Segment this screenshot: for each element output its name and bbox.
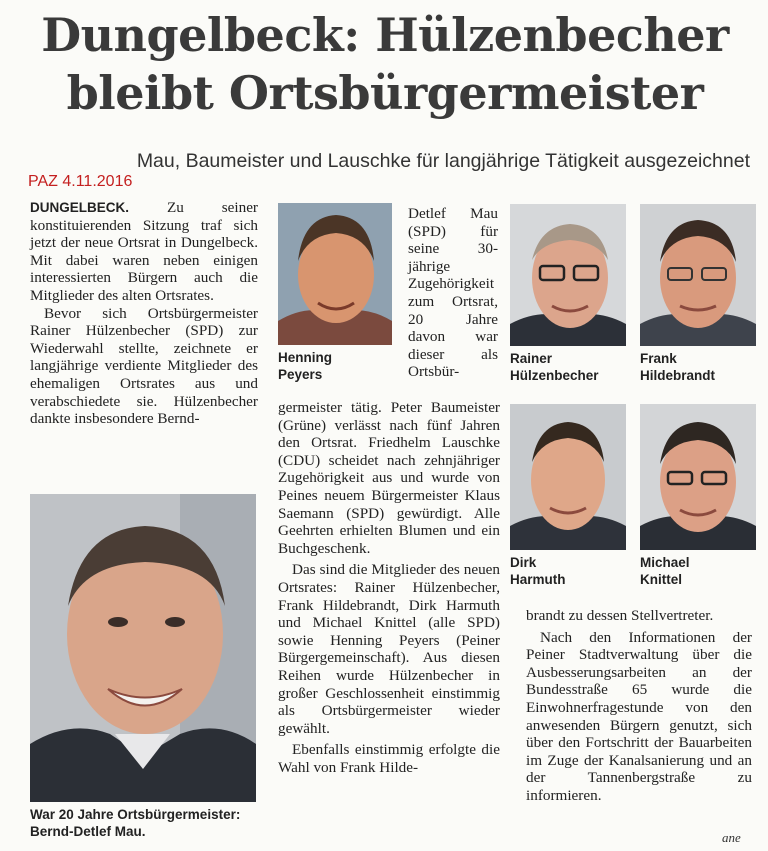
caption-last-name: Harmuth [510,572,566,587]
caption-first-name: Henning [278,350,332,365]
photo-bernd-detlef-mau [30,494,256,802]
caption-first-name: Frank [640,351,677,366]
caption-first-name: Michael [640,555,690,570]
photo-dirk-harmuth [510,404,626,550]
headline [20,6,750,122]
paragraph-honorees: germeister tätig. Peter Baumeister (Grüne) verlässt nach fünf Jahren den Ortsrat. Friedhelm Lauschke (CDU) scheidet nach zehnjähriger Zugehörigkeit aus und wurde von Peines neuem Bürgermeister Klaus Saemann (SPD) gewürdigt. Alle Geehrten erhielten Blumen und ein Buchgeschenk. [278,399,500,557]
caption-last-name: Peyers [278,367,323,382]
portrait-illustration [278,203,392,345]
dateline: DUNGELBECK. [30,200,130,215]
paragraph-citizens-questions: Nach den Informationen der Peiner Stadtverwaltung über die Ausbesserungsarbeiten an der Bundesstraße 65 wurde die Einwohnerfragestunde von den anwesenden Bürgern genutzt, sich über den Fortschritt der Bauarbeiten im Zuge der Kanalsanierung und an der Tannenbergstraße zu informieren. [526,628,752,804]
column-2-top-text [408,205,498,381]
caption-last-name: Hildebrandt [640,368,716,383]
paragraph-deputy-election: Ebenfalls einstimmig erfolgte die Wahl von Frank Hilde- [278,741,500,776]
caption-harmuth [510,554,626,588]
portrait-illustration [30,494,256,802]
portrait-illustration [640,404,756,550]
caption-knittel [640,554,756,588]
paragraph-awards: Bevor sich Ortsbürgermeister Rainer Hülzenbecher (SPD) zur Wiederwahl stellte, zeichnete er langjährige verdiente Mitglieder des ehemaligen Ortsrates aus und verabschiedete sie. Hülzenbecher dankte insbesondere Bernd- [30,304,258,428]
photo-michael-knittel [640,404,756,550]
portrait-illustration [640,204,756,346]
caption-hildebrandt [640,350,756,384]
caption-last-name: Knittel [640,572,682,587]
headline-line-1: Dungelbeck: Hülzenbecher [41,8,729,62]
photo-rainer-huelzenbecher [510,204,626,346]
photo-henning-peyers [278,203,392,345]
caption-peyers [278,349,388,383]
portrait-illustration [510,404,626,550]
caption-last-name: Hülzenbecher [510,368,599,383]
paragraph-deputy-continued: brandt zu dessen Stellvertreter. [526,607,714,624]
subtitle: Mau, Baumeister und Lauschke für langjährige Tätigkeit ausgezeichnet [136,150,750,172]
caption-first-name: Rainer [510,351,553,366]
caption-huelzenbecher [510,350,630,384]
headline-line-2: bleibt Ortsbürgermeister [66,66,704,120]
caption-mau: War 20 Jahre Ortsbürgermeister: Bernd-Detlef Mau. [30,807,241,839]
column-2-text [278,399,500,776]
source-stamp: PAZ 4.11.2016 [28,173,133,190]
paragraph-mau-tribute: Detlef Mau (SPD) für seine 30-jährige Zugehörigkeit zum Ortsrat, 20 Jahre davon war dieser als Ortsbür- [408,205,498,381]
portrait-illustration [510,204,626,346]
column-3-text [526,607,752,805]
paragraph-new-council: Das sind die Mitglieder des neuen Ortsrates: Rainer Hülzenbecher, Frank Hildebrandt, Dirk Harmuth und Michael Knittel (alle SPD) sowie Henning Peyers (Peiner Bürgergemeinschaft). Aus diesen Reihen wurde Hülzenbecher in großer Geschlossenheit einstimmig als Ortsbürgermeister wieder gewählt. [278,561,500,737]
author-abbreviation: ane [722,830,741,845]
caption-first-name: Dirk [510,555,537,570]
paragraph-intro-text: Zu seiner konstituierenden Sitzung traf sich jetzt der neue Ortsrat in Dungelbeck. Mit dabei waren neben einigen interessierten Bürgern auch die Mitglieder des alten Ortsrates. [30,199,258,304]
photo-frank-hildebrandt [640,204,756,346]
paragraph-intro [30,199,258,305]
column-1-text [30,199,258,428]
